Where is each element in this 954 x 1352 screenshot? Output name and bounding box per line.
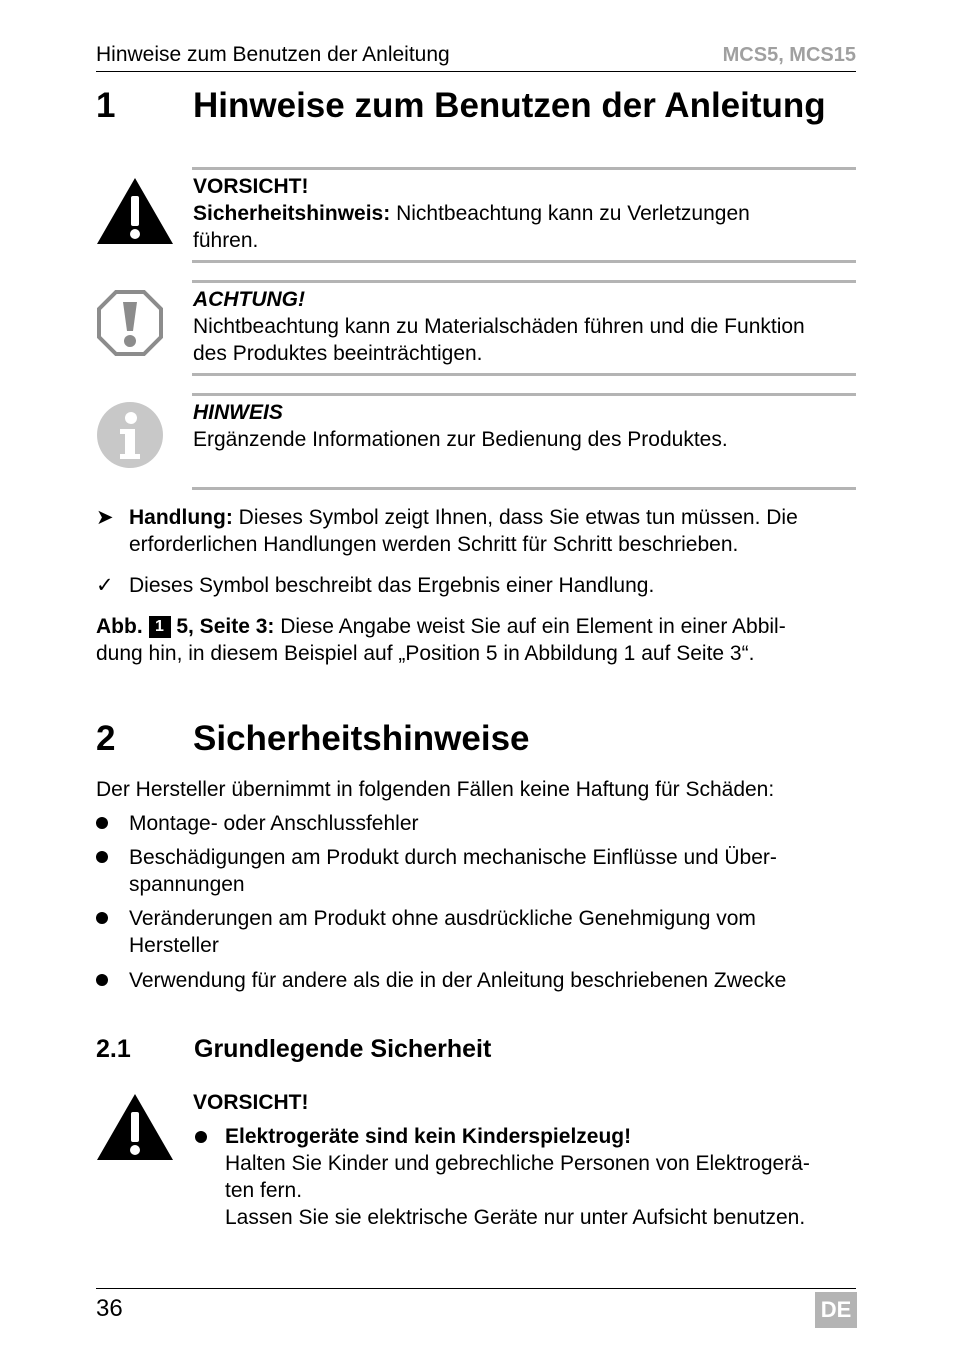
header-model: MCS5, MCS15 — [722, 44, 856, 66]
action-line2: erforderlichen Handlungen werden Schritt für Schritt beschrieben. — [129, 533, 739, 556]
attention-bottom-rule — [192, 373, 856, 376]
figref-text — [96, 613, 786, 640]
caution-top-rule — [192, 167, 856, 170]
footer-rule — [96, 1288, 856, 1289]
result-text: Dieses Symbol beschreibt das Ergebnis einer Handlung. — [129, 574, 655, 597]
list-item-continuation: Hersteller — [129, 934, 219, 957]
header-section-title: Hinweise zum Benutzen der Anleitung — [96, 43, 450, 66]
header-rule — [96, 71, 856, 72]
action-arrow-icon: ➤ — [96, 506, 114, 529]
list-item: Verwendung für andere als die in der Anleitung beschriebenen Zwecke — [129, 969, 787, 992]
language-badge: DE — [815, 1292, 857, 1328]
figref-prefix: Abb. — [96, 615, 143, 638]
list-item-continuation: spannungen — [129, 873, 245, 896]
exclamation-octagon-icon — [96, 289, 164, 357]
page-number: 36 — [96, 1295, 123, 1322]
attention-line2: des Produktes beeinträchtigen. — [193, 342, 483, 365]
checkmark-icon: ✓ — [96, 574, 114, 597]
section21-line3: Lassen Sie sie elektrische Geräte nur unter Aufsicht benutzen. — [225, 1206, 806, 1229]
section1-title: Hinweise zum Benutzen der Anleitung — [193, 86, 826, 125]
attention-line1: Nichtbeachtung kann zu Materialschäden führen und die Funktion — [193, 315, 805, 338]
warning-triangle-icon — [96, 176, 174, 246]
caution-line2: führen. — [193, 229, 259, 252]
figref-line1: Diese Angabe weist Sie auf ein Element in einer Abbil- — [274, 615, 786, 638]
action-text — [129, 504, 798, 531]
caution-line1: Nichtbeachtung kann zu Verletzungen — [390, 202, 750, 225]
caution-bottom-rule — [192, 260, 856, 263]
bullet-dot — [96, 912, 108, 924]
action-line1: Dieses Symbol zeigt Ihnen, dass Sie etwas tun müssen. Die — [232, 506, 798, 529]
bullet-dot — [96, 974, 108, 986]
warning-triangle-icon — [96, 1092, 174, 1162]
note-heading: HINWEIS — [193, 401, 283, 424]
list-item: Veränderungen am Produkt ohne ausdrückliche Genehmigung vom — [129, 907, 756, 930]
note-line1: Ergänzende Informationen zur Bedienung des Produktes. — [193, 428, 728, 451]
bullet-dot — [96, 851, 108, 863]
section21-caution-heading: VORSICHT! — [193, 1091, 309, 1114]
caution-heading: VORSICHT! — [193, 175, 309, 198]
bullet-dot — [195, 1131, 207, 1143]
caution-text — [193, 200, 750, 227]
section21-title: Grundlegende Sicherheit — [194, 1035, 492, 1063]
figure-number-badge: 1 — [149, 616, 171, 638]
section2-intro: Der Hersteller übernimmt in folgenden Fällen keine Haftung für Schäden: — [96, 778, 775, 801]
note-top-rule — [192, 393, 856, 396]
list-item: Beschädigungen am Produkt durch mechanische Einflüsse und Über- — [129, 846, 777, 869]
section21-line1: Halten Sie Kinder und gebrechliche Personen von Elektrogerä- — [225, 1152, 810, 1175]
attention-top-rule — [192, 280, 856, 283]
section2-number: 2 — [96, 719, 116, 758]
section2-title: Sicherheitshinweise — [193, 719, 530, 758]
figref-label: 5, Seite 3: — [170, 615, 275, 638]
note-bottom-rule — [192, 487, 856, 490]
section21-bullet-bold: Elektrogeräte sind kein Kinderspielzeug! — [225, 1125, 632, 1148]
figref-line2: dung hin, in diesem Beispiel auf „Position 5 in Abbildung 1 auf Seite 3“. — [96, 642, 755, 665]
list-item: Montage- oder Anschlussfehler — [129, 812, 419, 835]
bullet-dot — [96, 817, 108, 829]
attention-heading: ACHTUNG! — [193, 288, 305, 311]
info-icon — [96, 401, 164, 469]
section21-number: 2.1 — [96, 1035, 131, 1063]
section1-number: 1 — [96, 86, 116, 125]
action-label: Handlung: — [129, 506, 233, 529]
caution-label: Sicherheitshinweis: — [193, 202, 391, 225]
section21-line2: ten fern. — [225, 1179, 303, 1202]
